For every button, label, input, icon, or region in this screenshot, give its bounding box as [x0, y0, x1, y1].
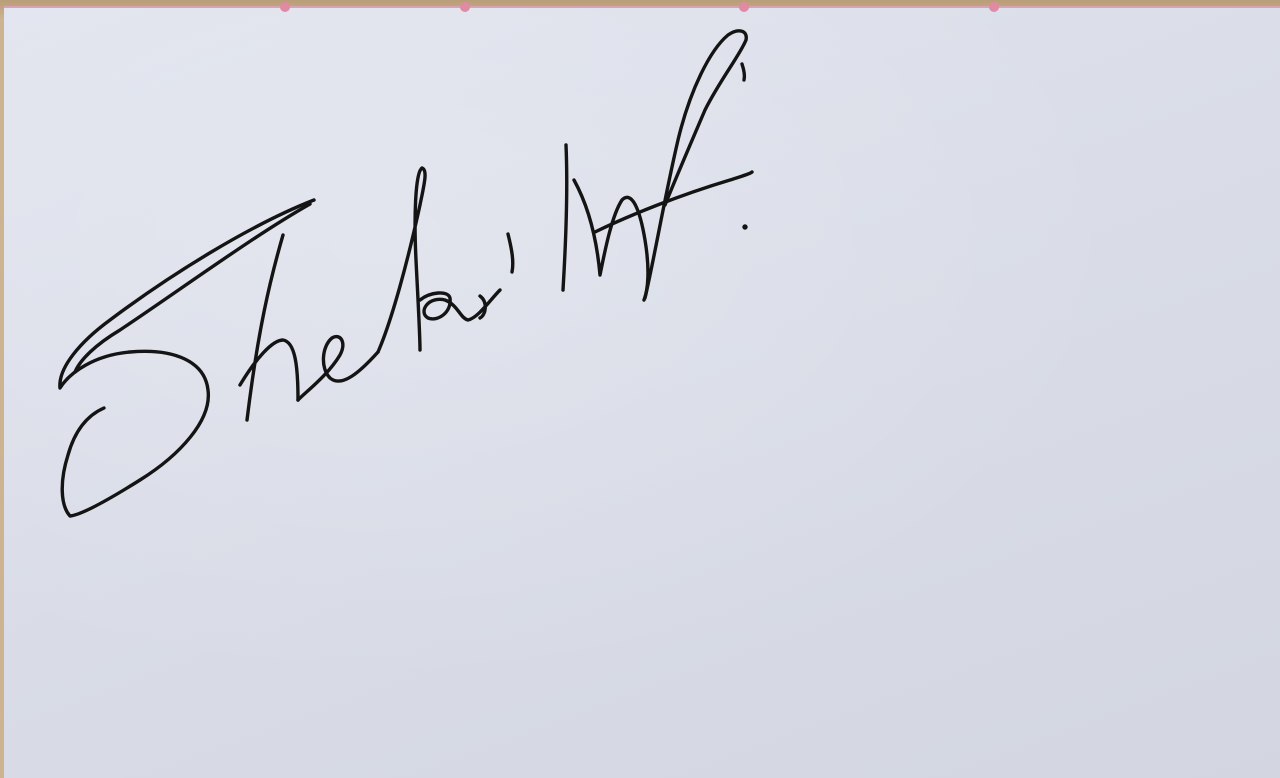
- signature-dot: [743, 225, 747, 229]
- signature-stroke-k: [378, 168, 425, 352]
- signature-stroke-small: [742, 64, 744, 80]
- signature-stroke-h: [240, 235, 298, 420]
- signature-stroke-e: [298, 337, 378, 400]
- signature-stroke-s: [60, 200, 314, 516]
- signature-stroke-s-loop: [75, 204, 310, 372]
- signature-stroke-m: [563, 145, 648, 300]
- signature-stroke-flourish: [645, 31, 746, 298]
- signature-stroke-a: [420, 290, 500, 320]
- signature-stroke-tick: [508, 234, 513, 272]
